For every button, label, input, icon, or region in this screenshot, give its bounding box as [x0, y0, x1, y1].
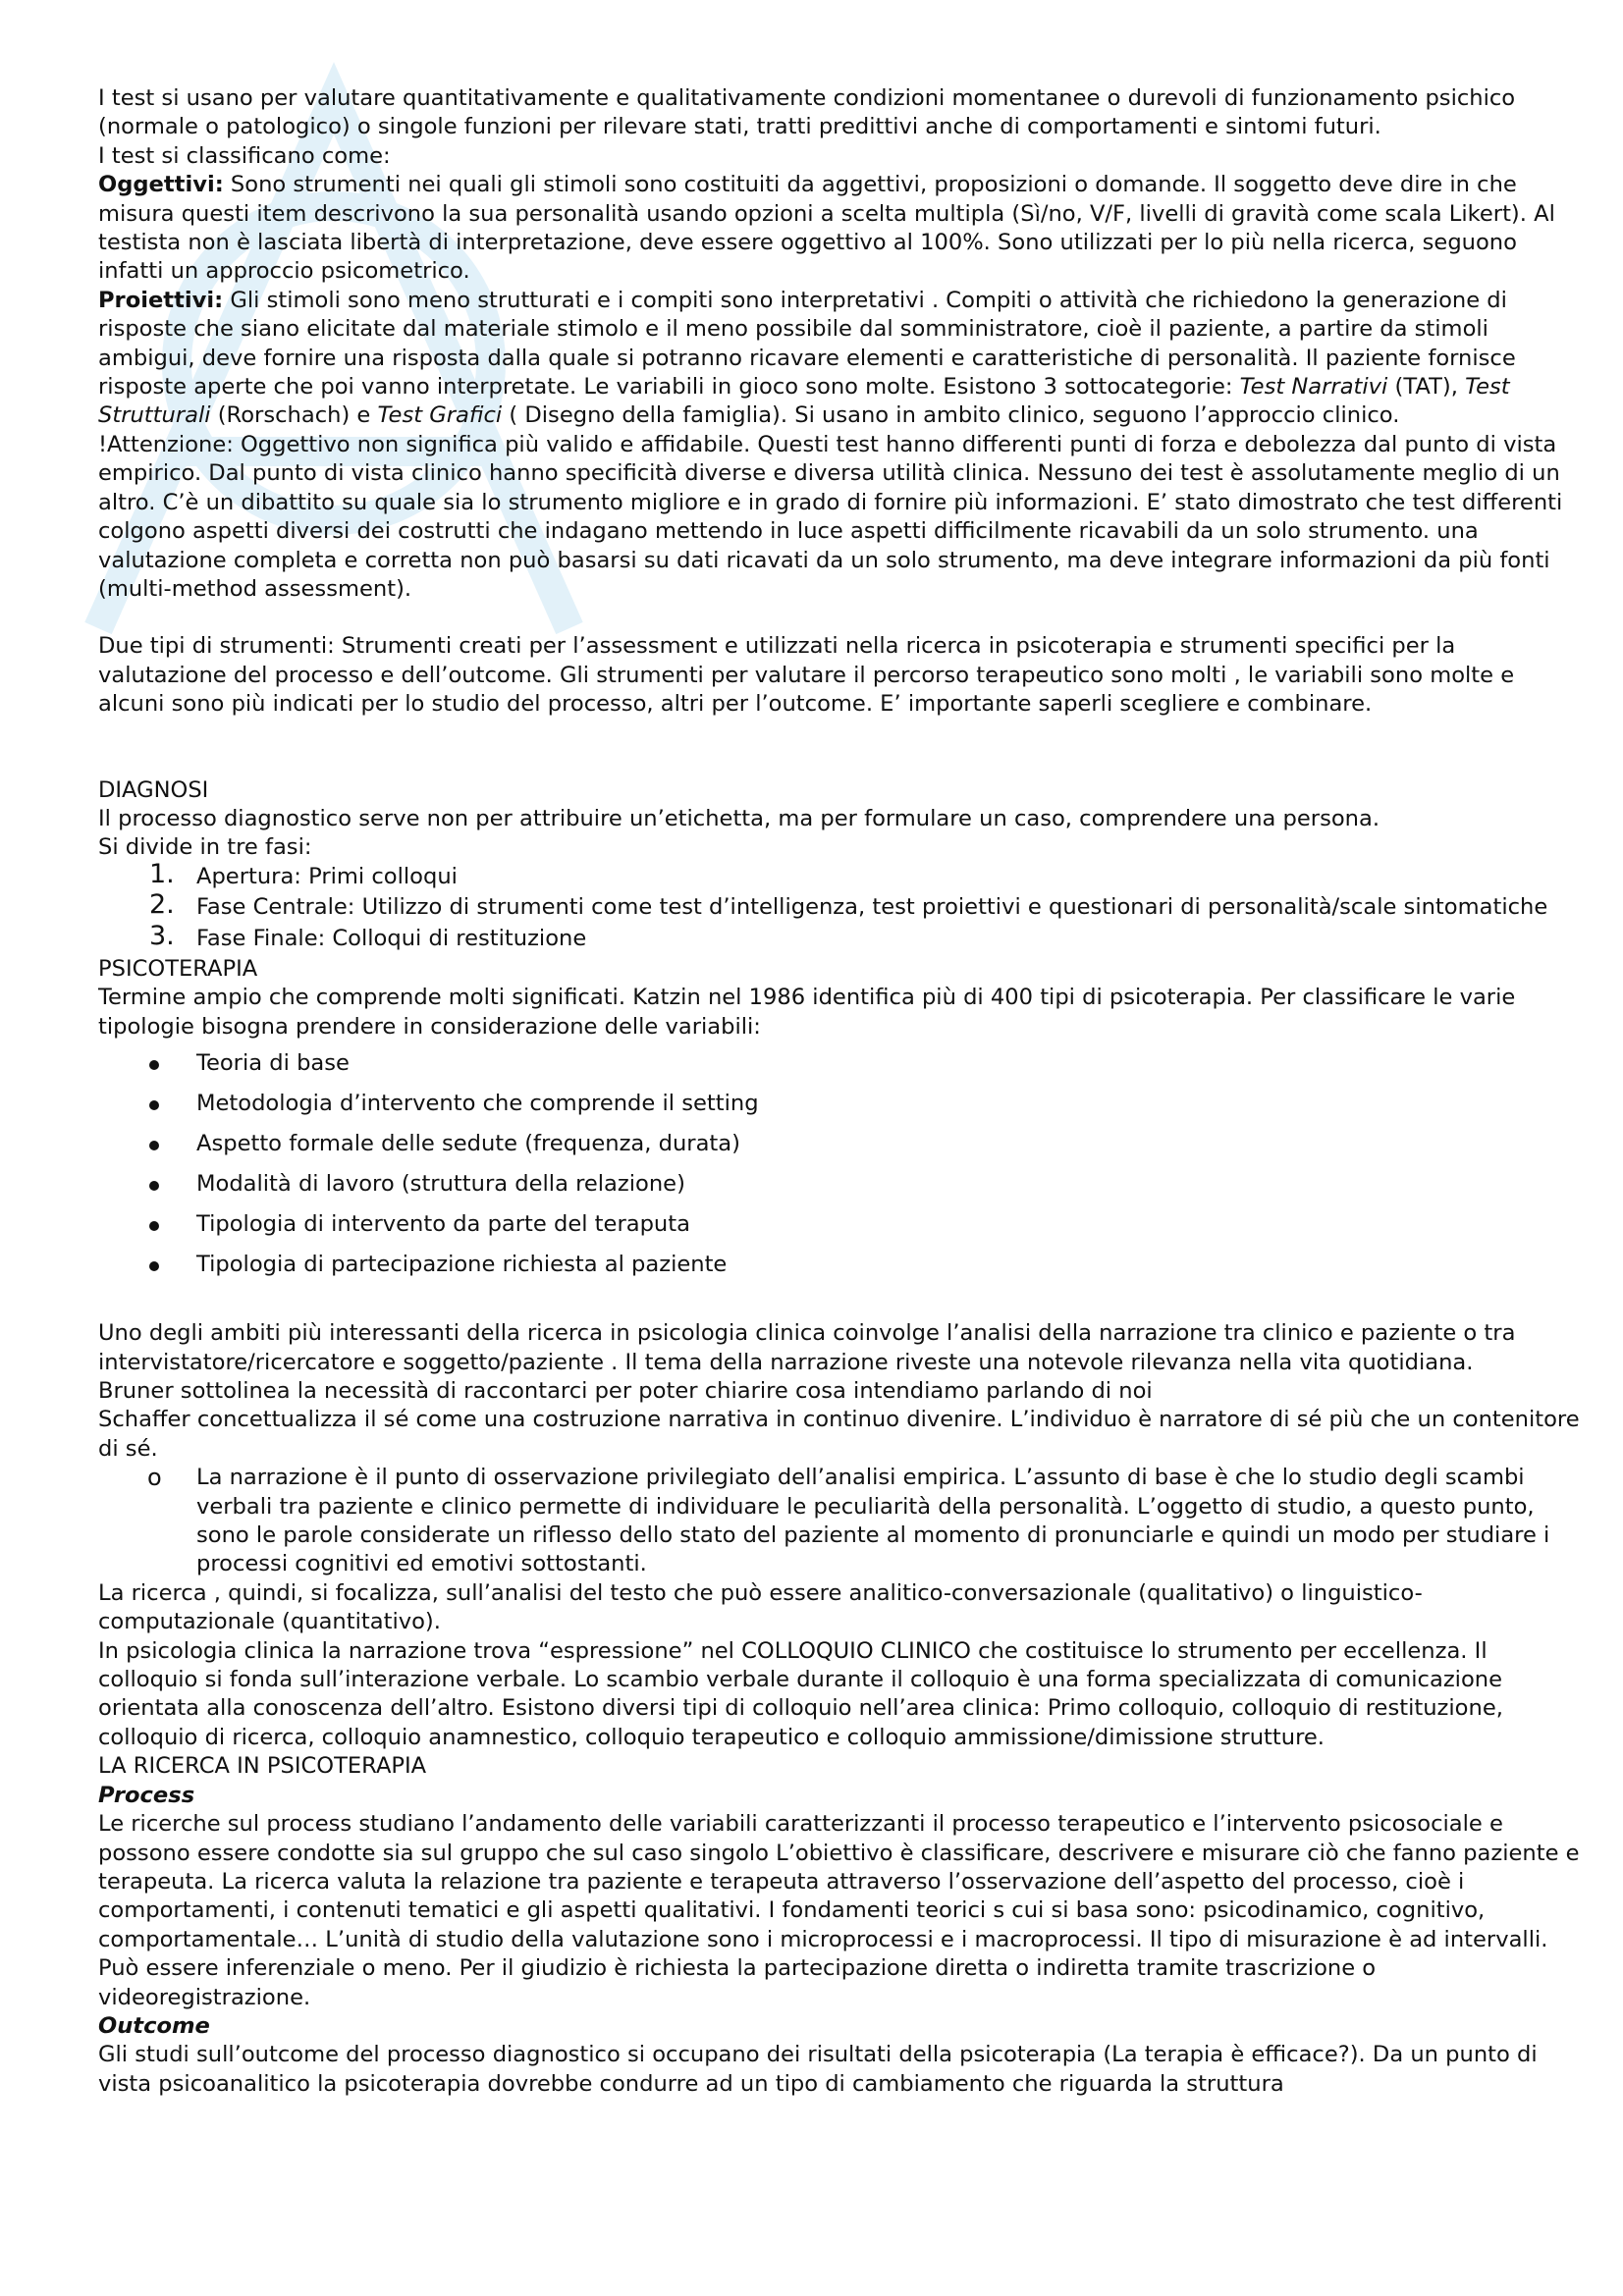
intro-paragraph: I test si usano per valutare quantitativamente e qualitativamente condizioni momentanee o durevoli di funzionamento psichico (normale o patologico) o singole funzioni per rilevare stati, tratti predittivi anche di comportamenti e sintomi futuri.	[98, 85, 1516, 140]
bullet-icon	[149, 1100, 159, 1110]
oggettivi-paragraph	[98, 171, 1583, 287]
list-item-text: Modalità di lavoro (struttura della relazione)	[196, 1171, 685, 1198]
list-item-text: Metodologia d’intervento che comprende il setting	[196, 1091, 759, 1117]
proiettivi-paragraph	[98, 287, 1583, 431]
subcategory-narrativi: Test Narrativi	[1239, 374, 1388, 400]
list-number: 3.	[149, 920, 175, 951]
list-number: 1.	[149, 858, 175, 889]
list-item-text: La narrazione è il punto di osservazione privilegiato dell’analisi empirica. L’assunto di base è che lo studio degli scambi verbali tra paziente e clinico permette di individuare le peculiarità della personalità. L’oggetto di studio, a questo punto, sono le parole considerate un riflesso dello stato del paziente al momento di pronunciarle e quindi un modo per studiare i processi cognitivi ed emotivi sottostanti.	[196, 1465, 1550, 1577]
list-item-text: Teoria di base	[196, 1050, 350, 1077]
psicoterapia-variabili-list	[98, 1049, 1583, 1279]
list-item	[98, 1170, 1583, 1199]
list-item-text: Aspetto formale delle sedute (frequenza, durata)	[196, 1131, 740, 1157]
list-item	[98, 1210, 1583, 1239]
list-item-text: Apertura: Primi colloqui	[196, 863, 458, 889]
bullet-icon	[149, 1181, 159, 1191]
oggettivi-text: Sono strumenti nei quali gli stimoli sono costituiti da aggettivi, proposizioni o domande. Il soggetto deve dire in che misura questi item descrivono la sua personalità usando opzioni a scelta multipla (Sì/no, V/F, livelli di gravità come scala Likert). Al testista non è lasciata libertà di interpretazione, deve essere oggettivo al 100%. Sono utilizzati per lo più nella ricerca, seguono infatti un approccio psicometrico.	[98, 172, 1555, 285]
ricerca-heading: LA RICERCA IN PSICOTERAPIA	[98, 1753, 427, 1780]
list-item	[98, 1090, 1583, 1118]
proiettivi-label: Proiettivi:	[98, 287, 224, 313]
outcome-paragraph: Gli studi sull’outcome del processo diagnostico si occupano dei risultati della psicoterapia (La terapia è efficace?). Da un punto di vista psicoanalitico la psicoterapia dovrebbe condurre ad un tipo di cambiamento che riguarda la struttura	[98, 2042, 1538, 2097]
outcome-heading	[98, 2012, 1583, 2041]
process-heading	[98, 1782, 1583, 1810]
psicoterapia-paragraph: Termine ampio che comprende molti significati. Katzin nel 1986 identifica più di 400 tipi di psicoterapia. Per classificare le varie tipologie bisogna prendere in considerazione delle variabili:	[98, 985, 1516, 1040]
bruner-paragraph: Bruner sottolinea la necessità di raccontarci per poter chiarire cosa intendiamo parlando di noi	[98, 1378, 1153, 1404]
ricerca-testo-paragraph: La ricerca , quindi, si focalizza, sull’analisi del testo che può essere analitico-conversazionale (qualitativo) o linguistico-computazionale (quantitativo).	[98, 1579, 1423, 1635]
subcategory-grafici: Test Grafici	[377, 402, 503, 429]
subcategory-grafici-note: ( Disegno della famiglia). Si usano in ambito clinico, seguono l’approccio clinico.	[502, 402, 1400, 429]
oggettivi-label: Oggettivi:	[98, 172, 224, 198]
list-item	[98, 1251, 1583, 1279]
bullet-icon	[149, 1060, 159, 1070]
list-item-text: Tipologia di intervento da parte del teraputa	[196, 1211, 690, 1238]
proiettivi-text: Gli stimoli sono meno strutturati e i compiti sono interpretativi . Compiti o attività che richiedono la generazione di risposte che siano elicitate dal materiale stimolo e il meno possibile dal somministratore, cioè il paziente, a partire da stimoli ambigui, deve fornire una risposta dalla quale si potranno ricavare elementi e caratteristiche di personalità. Il paziente fornisce risposte aperte che poi vanno interpretate. Le variabili in gioco sono molte. Esistono 3 sottocategorie:	[98, 287, 1516, 400]
attenzione-paragraph	[98, 431, 1583, 604]
psicoterapia-heading: PSICOTERAPIA	[98, 955, 258, 982]
attenzione-text: !Attenzione: Oggettivo non significa più valido e affidabile. Questi test hanno differenti punti di forza e debolezza dal punto di vista empirico. Dal punto di vista clinico hanno specificità diverse e diversa utilità clinica. Nessuno dei test è assolutamente meglio di un altro. C’è un dibattito su quale sia lo strumento migliore e in grado di fornire più informazioni. E’ stato dimostrato che test differenti colgono aspetti diversi dei costrutti che indagano mettendo in luce aspetti difficilmente ricavabili da un solo strumento.	[98, 431, 1563, 545]
subcategory-strutturali: Test Strutturali	[98, 374, 1510, 429]
bullet-icon	[149, 1141, 159, 1150]
colloquio-paragraph: In psicologia clinica la narrazione trova “espressione” nel COLLOQUIO CLINICO che costituisce lo strumento per eccellenza. Il colloquio si fonda sull’interazione verbale. Lo scambio verbale durante il colloquio è una forma specializzata di comunicazione orientata alla conoscenza dell’altro. Esistono diversi tipi di colloquio nell’area clinica: Primo colloquio, colloquio di restituzione, colloquio di ricerca, colloquio anamnestico, colloquio terapeutico e colloquio ammissione/dimissione strutture.	[98, 1637, 1503, 1750]
diagnosi-fasi-list	[98, 858, 1583, 953]
list-item	[98, 1130, 1583, 1158]
process-paragraph: Le ricerche sul process studiano l’andamento delle variabili caratterizzanti il processo terapeutico e l’intervento psicosociale e possono essere condotte sia sul gruppo che sul caso singolo L’obiettivo è classificare, descrivere e misurare ciò che fanno paziente e terapeuta. La ricerca valuta la relazione tra paziente e terapeuta attraverso l’osservazione dell’aspetto del processo, cioè i comportamenti, i contenuti tematici e gli aspetti qualitativi. I fondamenti teorici s cui si basa sono: psicodinamico, cognitivo, comportamentale… L’unità di studio della valutazione sono i microprocessi e i macroprocessi. Il tipo di misurazione è ad intervalli. Può essere inferenziale o meno. Per il giudizio è richiesta la partecipazione diretta o indiretta tramite trascrizione o videoregistrazione.	[98, 1811, 1580, 2010]
list-item-text: Fase Finale: Colloqui di restituzione	[196, 925, 587, 951]
circle-bullet-icon: o	[147, 1464, 162, 1492]
subcategory-strutturali-note: (Rorschach) e	[210, 402, 378, 429]
list-number: 2.	[149, 889, 175, 921]
list-item-text: Tipologia di partecipazione richiesta al paziente	[196, 1252, 728, 1278]
list-item-text: Fase Centrale: Utilizzo di strumenti come test d’intelligenza, test proiettivi e questionari di personalità/scale sintomatiche	[196, 894, 1548, 921]
strumenti-paragraph: Due tipi di strumenti: Strumenti creati per l’assessment e utilizzati nella ricerca in psicoterapia e strumenti specifici per la valutazione del processo e dell’outcome. Gli strumenti per valutare il percorso terapeutico sono molti , le variabili sono molte e alcuni sono più indicati per lo studio del processo, altri per l’outcome. E’ importante saperli scegliere e combinare.	[98, 633, 1515, 718]
list-item	[98, 1464, 1583, 1579]
diagnosi-fasi-intro: Si divide in tre fasi:	[98, 834, 312, 861]
list-item	[98, 858, 1583, 891]
process-heading-text: Process	[98, 1782, 195, 1808]
document-page	[98, 84, 1583, 2099]
bullet-icon	[149, 1261, 159, 1271]
narrazione-list	[98, 1464, 1583, 1579]
narrazione-paragraph: Uno degli ambiti più interessanti della ricerca in psicologia clinica coinvolge l’analisi della narrazione tra clinico e paziente o tra intervistatore/ricercatore e soggetto/paziente . Il tema della narrazione riveste una notevole rilevanza nella vita quotidiana.	[98, 1320, 1516, 1375]
list-item	[98, 889, 1583, 922]
list-item	[98, 920, 1583, 953]
outcome-heading-text: Outcome	[98, 2012, 210, 2039]
list-item	[98, 1049, 1583, 1078]
diagnosi-paragraph: Il processo diagnostico serve non per attribuire un’etichetta, ma per formulare un caso, comprendere una persona.	[98, 805, 1380, 831]
diagnosi-heading: DIAGNOSI	[98, 776, 209, 803]
attenzione-conclusion: una valutazione completa e corretta non può basarsi su dati ricavati da un solo strumento, ma deve integrare informazioni da più fonti (multi-method assessment).	[98, 518, 1550, 602]
subcategory-narrativi-note: (TAT),	[1387, 374, 1466, 400]
bullet-icon	[149, 1221, 159, 1231]
schaffer-paragraph: Schaffer concettualizza il sé come una costruzione narrativa in continuo divenire. L’individuo è narratore di sé più che un contenitore di sé.	[98, 1407, 1580, 1462]
classification-intro: I test si classificano come:	[98, 142, 391, 169]
